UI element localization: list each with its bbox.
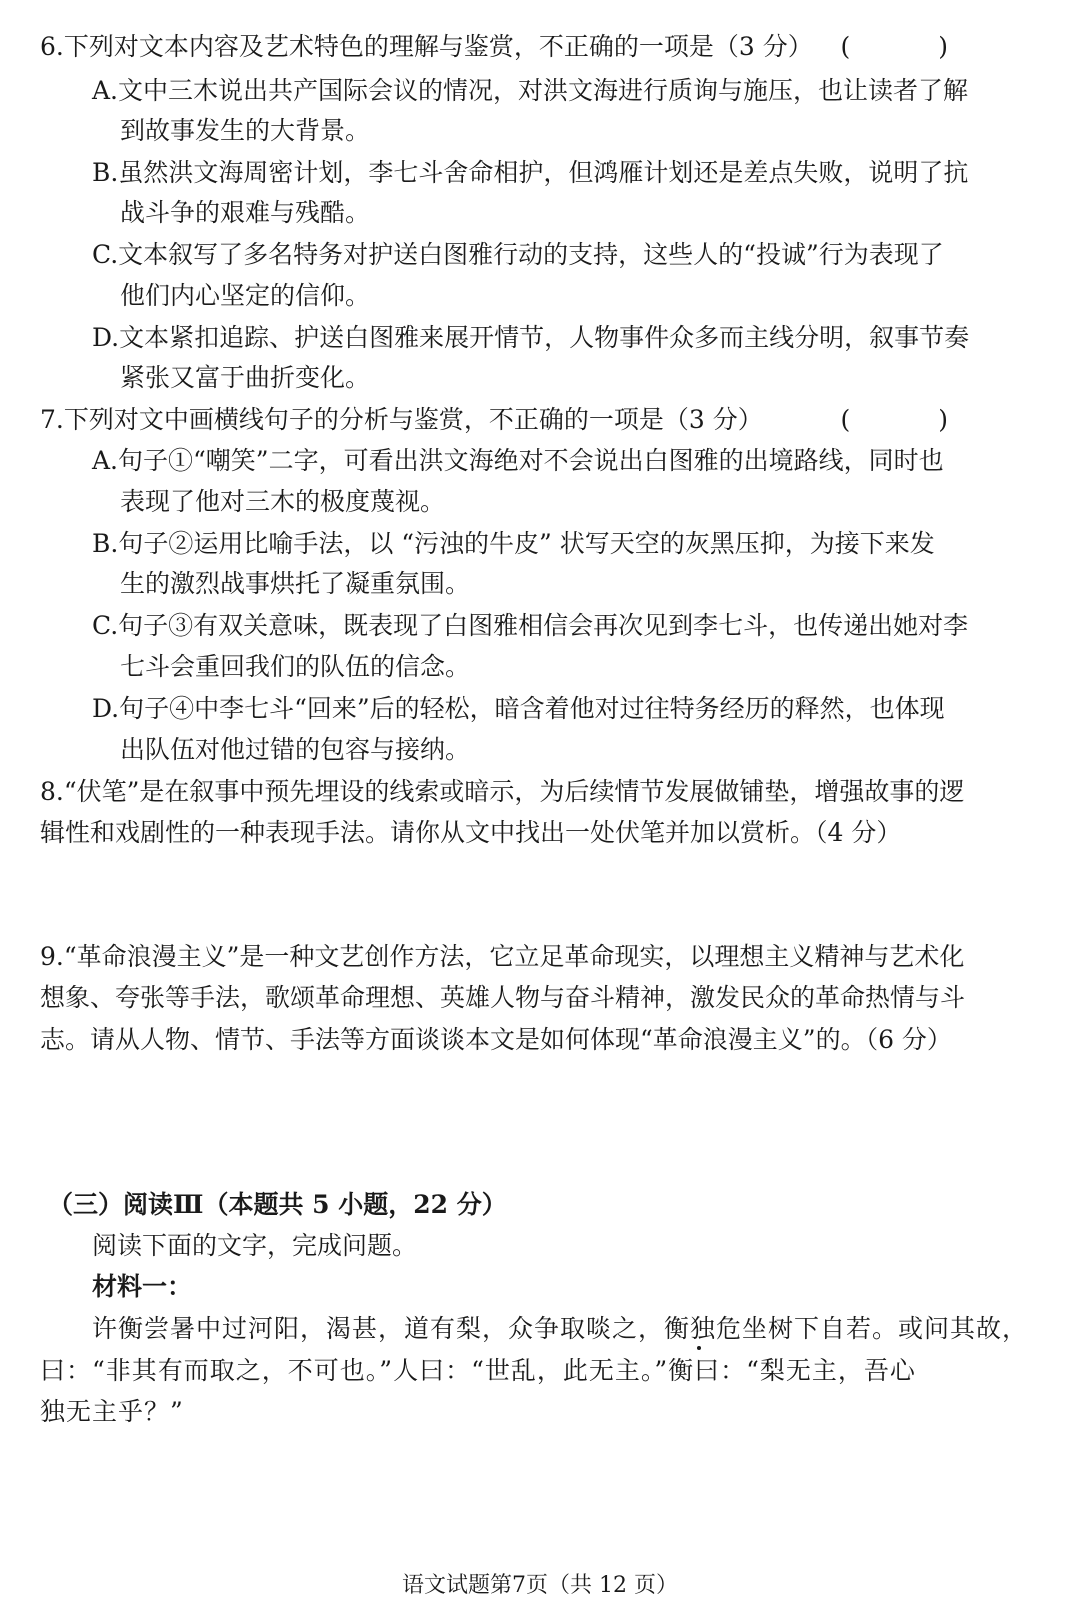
q9-answer-space bbox=[40, 1066, 1040, 1176]
q6-option-a-cont: 到故事发生的大背景。 bbox=[120, 116, 371, 145]
q6-stem: 6.下列对文本内容及艺术特色的理解与鉴赏，不正确的一项是（3 分） bbox=[40, 32, 813, 61]
q6-option-d: D.文本紧扣追踪、护送白图雅来展开情节，人物事件众多而主线分明，叙事节奏 bbox=[92, 323, 970, 352]
q7-option-a-cont: 表现了他对三木的极度蔑视。 bbox=[120, 487, 446, 516]
material-text-line-2: 曰：“非其有而取之，不可也。”人曰：“世乱，此无主。”衡曰：“梨无主，吾心 bbox=[40, 1356, 916, 1385]
q7-stem: 7.下列对文中画横线句子的分析与鉴赏，不正确的一项是（3 分） bbox=[40, 405, 763, 434]
q8-answer-space bbox=[40, 860, 1040, 940]
q8-line-1: 8.“伏笔”是在叙事中预先埋设的线索或暗示，为后续情节发展做铺垫，增强故事的逻 bbox=[40, 777, 965, 806]
q7-answer-bracket: ( ) bbox=[840, 405, 988, 434]
q6-answer-bracket: ( ) bbox=[840, 32, 988, 61]
q9-line-3: 志。请从人物、情节、手法等方面谈谈本文是如何体现“革命浪漫主义”的。（6 分） bbox=[40, 1025, 952, 1054]
section-heading: （三）阅读Ⅲ（本题共 5 小题，22 分） bbox=[48, 1190, 507, 1219]
q6-option-a: A.文中三木说出共产国际会议的情况，对洪文海进行质询与施压，也让读者了解 bbox=[92, 76, 969, 105]
q6-option-c: C.文本叙写了多名特务对护送白图雅行动的支持，这些人的“投诚”行为表现了 bbox=[92, 240, 944, 269]
q7-option-d: D.句子④中李七斗“回来”后的轻松，暗含着他对过往特务经历的释然，也体现 bbox=[92, 694, 945, 723]
emphasis-dot bbox=[697, 1346, 701, 1350]
q6-option-b-cont: 战斗争的艰难与残酷。 bbox=[120, 198, 371, 227]
q9-line-2: 想象、夸张等手法，歌颂革命理想、英雄人物与奋斗精神，激发民众的革命热情与斗 bbox=[40, 983, 966, 1012]
q7-option-c: C.句子③有双关意味，既表现了白图雅相信会再次见到李七斗，也传递出她对李 bbox=[92, 611, 969, 640]
q6-option-c-cont: 他们内心坚定的信仰。 bbox=[120, 281, 371, 310]
q6-option-b: B.虽然洪文海周密计划，李七斗舍命相护，但鸿雁计划还是差点失败，说明了抗 bbox=[92, 158, 969, 187]
q9-line-1: 9.“革命浪漫主义”是一种文艺创作方法，它立足革命现实，以理想主义精神与艺术化 bbox=[40, 942, 965, 971]
q7-option-d-cont: 出队伍对他过错的包容与接纳。 bbox=[120, 735, 471, 764]
material-text-line-1: 许衡尝暑中过河阳，渴甚，道有梨，众争取啖之，衡独危坐树下自若。或问其故， bbox=[92, 1314, 1029, 1343]
q6-option-d-cont: 紧张又富于曲折变化。 bbox=[120, 363, 371, 392]
q7-option-b: B.句子②运用比喻手法，以 “污浊的牛皮” 状写天空的灰黑压抑，为接下来发 bbox=[92, 529, 935, 558]
section-instruction: 阅读下面的文字，完成问题。 bbox=[92, 1231, 418, 1260]
material-text-line-3: 独无主乎？” bbox=[40, 1397, 184, 1426]
q7-option-c-cont: 七斗会重回我们的队伍的信念。 bbox=[120, 652, 471, 681]
q8-line-2: 辑性和戏剧性的一种表现手法。请你从文中找出一处伏笔并加以赏析。（4 分） bbox=[40, 818, 902, 847]
page-footer: 语文试题第7页（共 12 页） bbox=[402, 1573, 678, 1598]
material-label: 材料一： bbox=[92, 1272, 193, 1301]
q7-option-a: A.句子①“嘲笑”二字，可看出洪文海绝对不会说出白图雅的出境路线，同时也 bbox=[92, 446, 944, 475]
q7-option-b-cont: 生的激烈战事烘托了凝重氛围。 bbox=[120, 569, 471, 598]
